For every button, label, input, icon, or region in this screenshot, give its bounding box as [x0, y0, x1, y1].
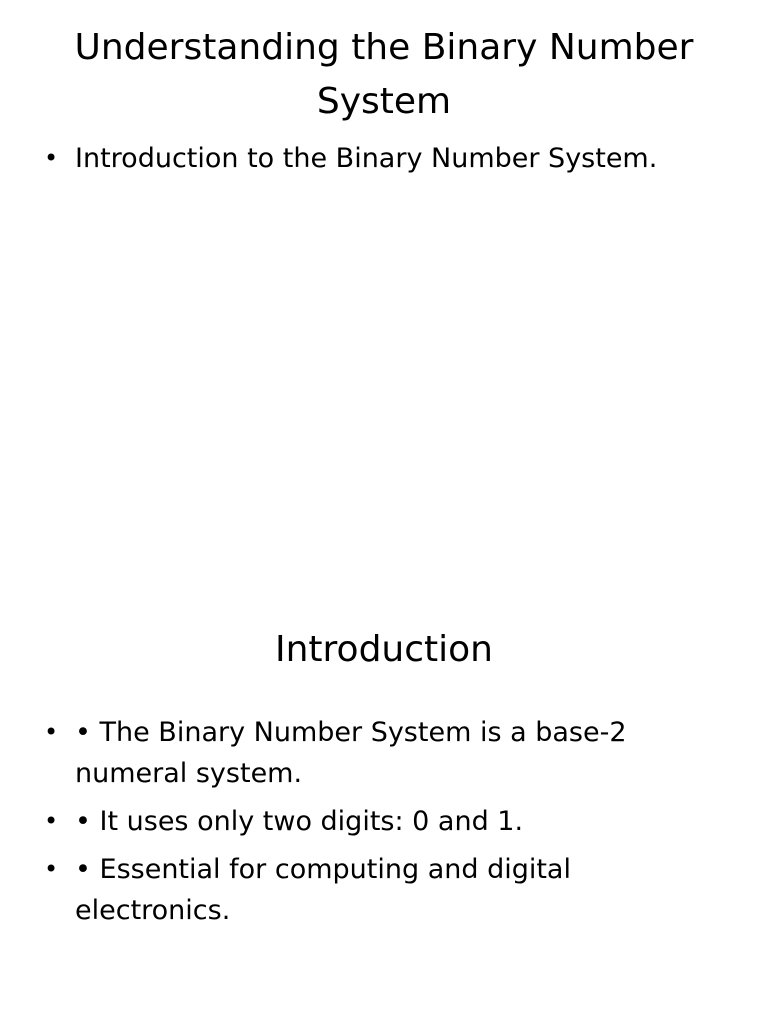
bullet-list [38, 138, 678, 186]
bullet-item [38, 712, 678, 794]
bullet-dot-icon: • [44, 718, 59, 746]
bullet-item [38, 849, 678, 931]
bullet-text: • The Binary Number System is a base-2 numeral system. [75, 717, 627, 789]
bullet-dot-icon: • [44, 855, 59, 883]
slide-title: Introduction [274, 629, 493, 670]
bullet-text: Introduction to the Binary Number System. [75, 143, 658, 174]
bullet-dot-icon: • [44, 144, 59, 172]
slide-title: Understanding the Binary Number System [74, 27, 694, 122]
bullet-item [38, 801, 678, 842]
bullet-dot-icon: • [44, 807, 59, 835]
bullet-text: • It uses only two digits: 0 and 1. [75, 806, 524, 837]
bullet-item [38, 138, 678, 179]
bullet-text: • Essential for computing and digital electronics. [75, 854, 571, 926]
slide-2 [0, 576, 768, 1024]
bullet-list [38, 712, 678, 938]
